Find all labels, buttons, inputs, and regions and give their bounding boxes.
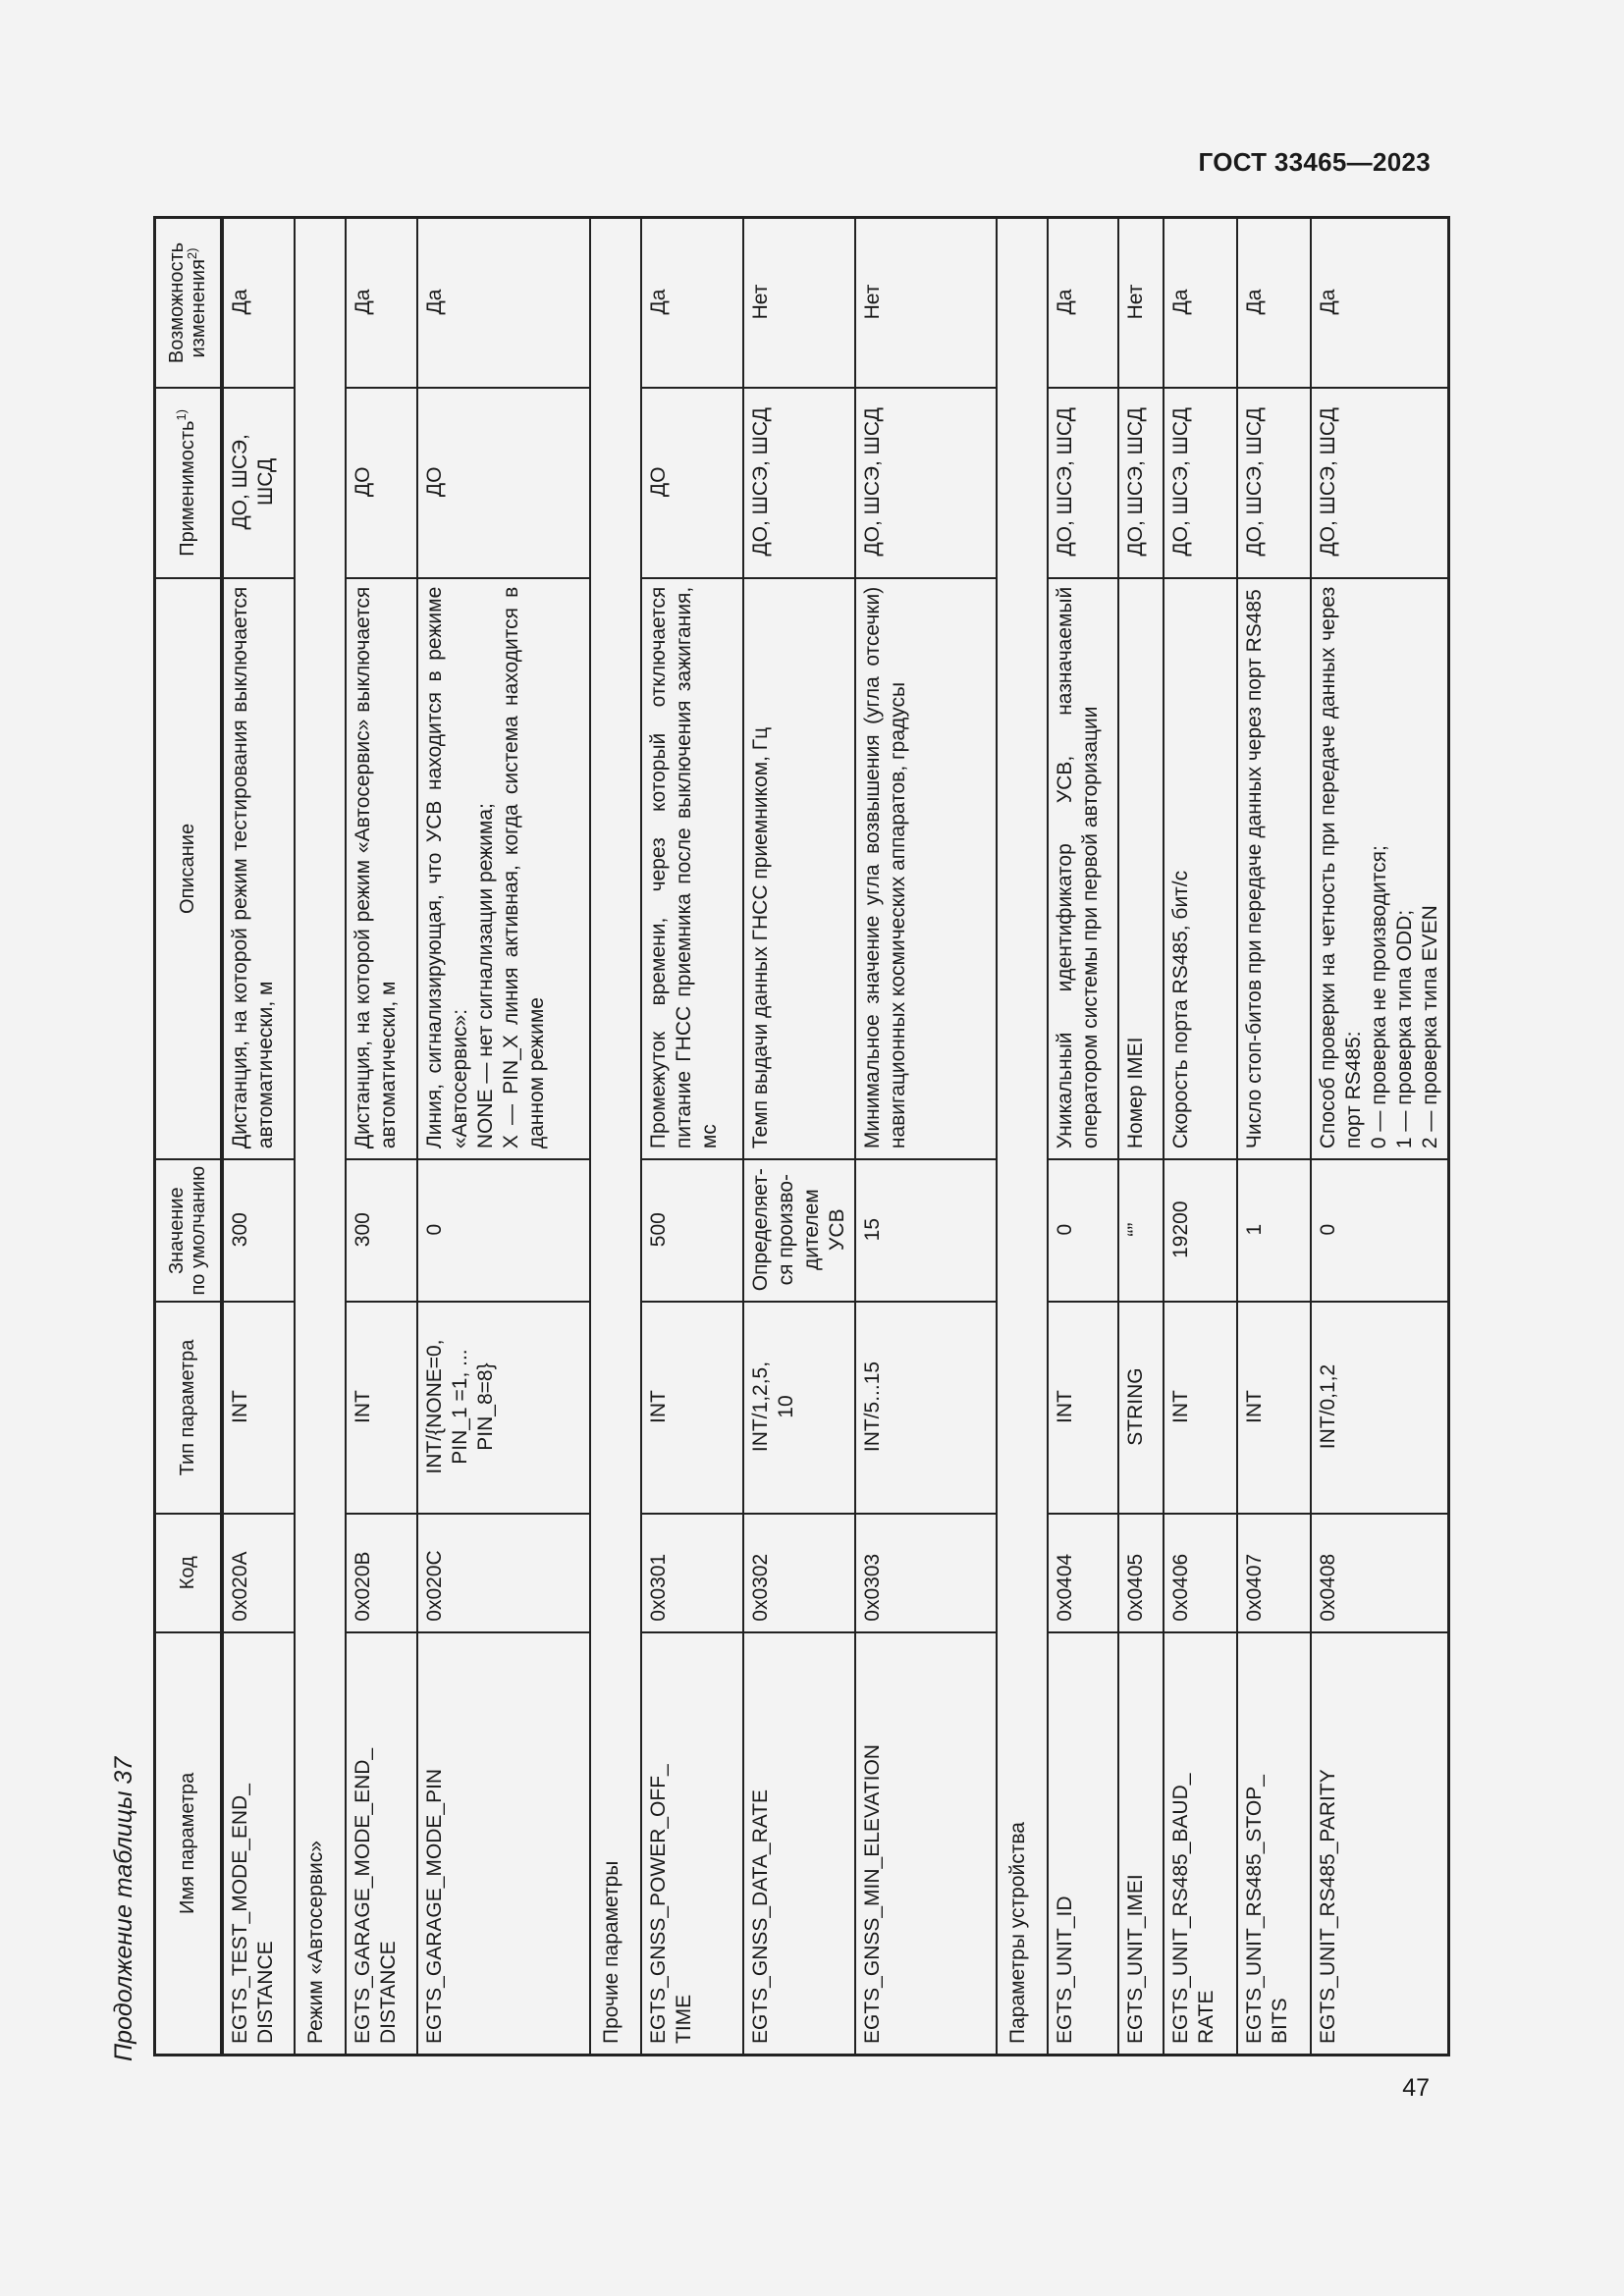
parameters-table xyxy=(153,216,1450,2056)
table-row xyxy=(641,218,743,2056)
cell-code: 0x020C xyxy=(417,1514,590,1632)
col-header-description: Описание xyxy=(155,578,222,1159)
cell-param-name: EGTS_UNIT_ID xyxy=(1048,1632,1118,2056)
cell-default-value: “” xyxy=(1118,1159,1164,1302)
cell-type: INT xyxy=(641,1302,743,1514)
cell-param-name: EGTS_GNSS_MIN_ELEVATION xyxy=(855,1632,997,2056)
page-number: 47 xyxy=(1402,2074,1430,2102)
cell-type: INT xyxy=(222,1302,295,1514)
cell-applicability: ДО, ШСЭ, ШСД xyxy=(1164,388,1237,578)
cell-param-name: EGTS_UNIT_RS485_STOP_ BITS xyxy=(1237,1632,1311,2056)
cell-changeable: Да xyxy=(417,218,590,389)
cell-description: Промежуток времени, через который отключается питание ГНСС приемника после выключения зажигания, мс xyxy=(641,578,743,1159)
cell-default-value: 19200 xyxy=(1164,1159,1237,1302)
cell-code: 0x020B xyxy=(346,1514,417,1632)
table-caption: Продолжение таблицы 37 xyxy=(110,1756,137,2061)
table-row xyxy=(1164,218,1237,2056)
cell-type: INT xyxy=(1048,1302,1118,1514)
cell-default-value: 0 xyxy=(417,1159,590,1302)
cell-description: Уникальный идентификатор УСВ, назначаемый оператором системы при первой авторизации xyxy=(1048,578,1118,1159)
col-header-default-line2: по умолчанию xyxy=(188,1165,210,1296)
cell-changeable: Да xyxy=(1237,218,1311,389)
cell-description: Минимальное значение угла возвышения (угла отсечки) навигационных космических аппаратов, градусы xyxy=(855,578,997,1159)
cell-default-value: 0 xyxy=(1311,1159,1449,1302)
cell-default-value: 500 xyxy=(641,1159,743,1302)
cell-applicability: ДО, ШСЭ, ШСД xyxy=(1237,388,1311,578)
cell-code: 0x0407 xyxy=(1237,1514,1311,1632)
col-header-type: Тип параметра xyxy=(155,1302,222,1514)
cell-code: 0x0406 xyxy=(1164,1514,1237,1632)
cell-code: 0x0404 xyxy=(1048,1514,1118,1632)
col-header-name: Имя параметра xyxy=(155,1632,222,2056)
cell-type: INT xyxy=(1164,1302,1237,1514)
cell-type: INT/5...15 xyxy=(855,1302,997,1514)
cell-param-name: EGTS_GARAGE_MODE_END_ DISTANCE xyxy=(346,1632,417,2056)
cell-type: INT/0,1,2 xyxy=(1311,1302,1449,1514)
cell-changeable: Нет xyxy=(1118,218,1164,389)
cell-description: Номер IMEI xyxy=(1118,578,1164,1159)
cell-changeable: Нет xyxy=(743,218,855,389)
cell-type: STRING xyxy=(1118,1302,1164,1514)
cell-param-name: EGTS_GARAGE_MODE_PIN xyxy=(417,1632,590,2056)
table-row xyxy=(1048,218,1118,2056)
cell-default-value: 15 xyxy=(855,1159,997,1302)
cell-description: Линия, сигнализирующая, что УСВ находится в режиме «Автосервис»: NONE — нет сигнализации режима; X — PIN_X линия активная, когда система находится в данном режиме xyxy=(417,578,590,1159)
footnote-ref-1: 1) xyxy=(174,408,189,421)
col-header-applicability-text: Применимость xyxy=(177,420,199,557)
cell-applicability: ДО, ШСЭ, ШСД xyxy=(222,388,295,578)
col-header-applicability xyxy=(155,388,222,578)
col-header-default-line1: Значение xyxy=(166,1187,189,1275)
cell-applicability: ДО, ШСЭ, ШСД xyxy=(1048,388,1118,578)
table-row xyxy=(855,218,997,2056)
cell-applicability: ДО, ШСЭ, ШСД xyxy=(743,388,855,578)
cell-description: Число стоп-битов при передаче данных через порт RS485 xyxy=(1237,578,1311,1159)
cell-applicability: ДО xyxy=(346,388,417,578)
cell-param-name: EGTS_GNSS_DATA_RATE xyxy=(743,1632,855,2056)
table-row xyxy=(743,218,855,2056)
cell-changeable: Да xyxy=(1164,218,1237,389)
table-row xyxy=(222,218,295,2056)
cell-applicability: ДО xyxy=(417,388,590,578)
cell-type: INT xyxy=(346,1302,417,1514)
col-header-changeable xyxy=(155,218,222,389)
cell-code: 0x0408 xyxy=(1311,1514,1449,1632)
table-body xyxy=(222,218,1449,2056)
col-header-code: Код xyxy=(155,1514,222,1632)
cell-applicability: ДО xyxy=(641,388,743,578)
section-title: Параметры устройства xyxy=(997,218,1048,2056)
cell-param-name: EGTS_UNIT_RS485_BAUD_ RATE xyxy=(1164,1632,1237,2056)
cell-default-value: 0 xyxy=(1048,1159,1118,1302)
col-header-changeable-line1: Возможность xyxy=(166,241,189,364)
section-row xyxy=(590,218,641,2056)
cell-code: 0x020A xyxy=(222,1514,295,1632)
cell-param-name: EGTS_UNIT_RS485_PARITY xyxy=(1311,1632,1449,2056)
cell-type: INT/1,2,5, 10 xyxy=(743,1302,855,1514)
table-row xyxy=(1237,218,1311,2056)
cell-type: INT/{NONE=0, PIN_1 =1, ... PIN_8=8} xyxy=(417,1302,590,1514)
cell-param-name: EGTS_UNIT_IMEI xyxy=(1118,1632,1164,2056)
rotated-table-block xyxy=(110,216,1524,2061)
standard-designation: ГОСТ 33465—2023 xyxy=(1198,147,1431,177)
col-header-default xyxy=(155,1159,222,1302)
cell-code: 0x0303 xyxy=(855,1514,997,1632)
section-row xyxy=(997,218,1048,2056)
cell-default-value: 300 xyxy=(346,1159,417,1302)
section-row xyxy=(295,218,346,2056)
cell-changeable: Да xyxy=(1048,218,1118,389)
cell-changeable: Да xyxy=(641,218,743,389)
cell-type: INT xyxy=(1237,1302,1311,1514)
table-row xyxy=(346,218,417,2056)
cell-description: Темп выдачи данных ГНСС приемником, Гц xyxy=(743,578,855,1159)
cell-applicability: ДО, ШСЭ, ШСД xyxy=(855,388,997,578)
cell-code: 0x0302 xyxy=(743,1514,855,1632)
cell-default-value: 300 xyxy=(222,1159,295,1302)
cell-param-name: EGTS_TEST_MODE_END_ DISTANCE xyxy=(222,1632,295,2056)
section-title: Режим «Автосервис» xyxy=(295,218,346,2056)
cell-applicability: ДО, ШСЭ, ШСД xyxy=(1118,388,1164,578)
table-row xyxy=(1311,218,1449,2056)
cell-description: Дистанция, на которой режим «Автосервис» выключается автоматически, м xyxy=(346,578,417,1159)
cell-code: 0x0301 xyxy=(641,1514,743,1632)
table-row xyxy=(1118,218,1164,2056)
cell-changeable: Нет xyxy=(855,218,997,389)
cell-description: Скорость порта RS485, бит/с xyxy=(1164,578,1237,1159)
col-header-changeable-line2: изменения xyxy=(188,259,210,358)
cell-code: 0x0405 xyxy=(1118,1514,1164,1632)
cell-description: Дистанция, на которой режим тестирования выключается автоматически, м xyxy=(222,578,295,1159)
table-header-row xyxy=(155,218,222,2056)
cell-default-value: 1 xyxy=(1237,1159,1311,1302)
cell-changeable: Да xyxy=(346,218,417,389)
cell-param-name: EGTS_GNSS_POWER_OFF_ TIME xyxy=(641,1632,743,2056)
cell-default-value: Определяет- ся произво- дителем УСВ xyxy=(743,1159,855,1302)
cell-changeable: Да xyxy=(222,218,295,389)
table-row xyxy=(417,218,590,2056)
cell-applicability: ДО, ШСЭ, ШСД xyxy=(1311,388,1449,578)
cell-description: Способ проверки на четность при передаче данных через порт RS485: 0 — проверка не производится; 1 — проверка типа ODD; 2 — проверка типа EVEN xyxy=(1311,578,1449,1159)
footnote-ref-2: 2) xyxy=(185,247,200,260)
cell-changeable: Да xyxy=(1311,218,1449,389)
section-title: Прочие параметры xyxy=(590,218,641,2056)
